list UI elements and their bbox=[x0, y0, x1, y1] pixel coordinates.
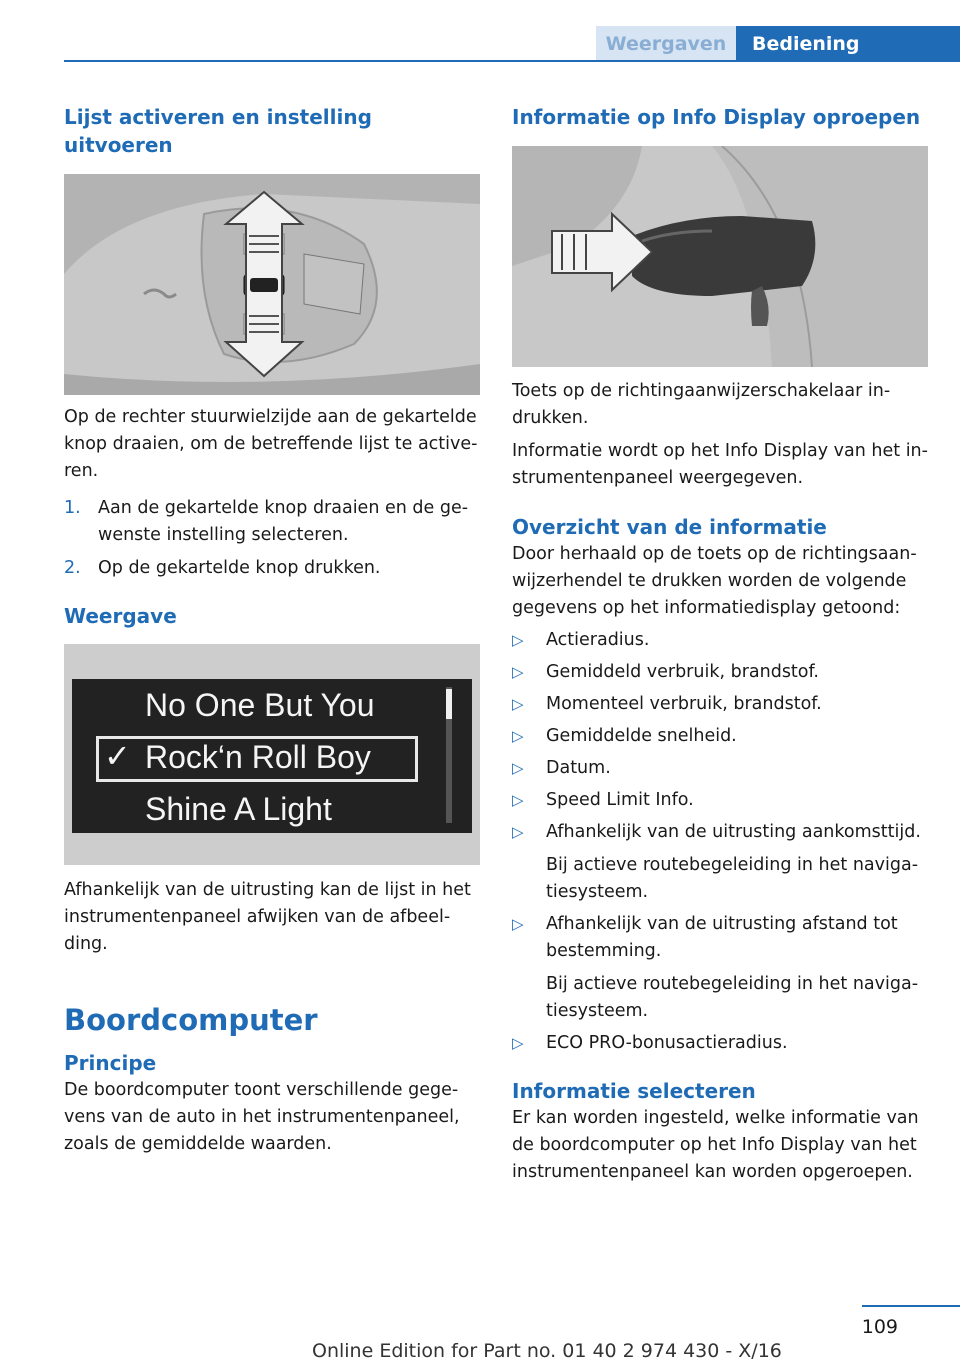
paragraph-principe: De boordcomputer toont verschillende gegevens van de auto in het instrumentenpaneel, zoals de gemiddelde waarden. bbox=[64, 1080, 460, 1154]
paragraph-info-shown: Informatie wordt op het Info Display van het instrumentenpaneel weergegeven. bbox=[512, 441, 928, 488]
left-column bbox=[64, 100, 480, 1158]
list-item bbox=[512, 691, 928, 718]
heading-boordcomputer: Boordcomputer bbox=[64, 1003, 318, 1037]
triangle-bullet-icon: ▷ bbox=[512, 1034, 524, 1052]
list-item bbox=[512, 755, 928, 782]
heading-informatie-selecteren: Informatie selecteren bbox=[512, 1079, 756, 1103]
triangle-bullet-icon: ▷ bbox=[512, 695, 524, 713]
turn-signal-lever-illustration bbox=[512, 146, 928, 367]
steps-list bbox=[64, 495, 480, 582]
list-item-text: Momenteel verbruik, brandstof. bbox=[546, 694, 822, 714]
paragraph-overzicht: Door herhaald op de toets op de richtingsaanwijzerhendel te drukken worden de volgende gegevens op het informatiedisplay getoond: bbox=[512, 544, 917, 618]
list-item-text: Afhankelijk van de uitrusting aankomsttijd. bbox=[546, 822, 921, 842]
step-item bbox=[64, 555, 480, 582]
list-item-subtext: Bij actieve routebegeleiding in het navigatiesysteem. bbox=[546, 974, 919, 1021]
step-item bbox=[64, 495, 480, 549]
list-item-text: Gemiddelde snelheid. bbox=[546, 726, 737, 746]
list-item-text: Gemiddeld verbruik, brandstof. bbox=[546, 662, 819, 682]
list-item bbox=[512, 911, 928, 1025]
display-list-illustration bbox=[64, 644, 480, 865]
triangle-bullet-icon: ▷ bbox=[512, 727, 524, 745]
header-divider bbox=[64, 60, 960, 62]
header-tab-chapter: Bediening bbox=[736, 26, 960, 62]
heading-list-activate: Lijst activeren en instelling uitvoeren bbox=[64, 105, 372, 157]
heading-info-display: Informatie op Info Display oproepen bbox=[512, 105, 921, 129]
info-bullet-list bbox=[512, 627, 928, 1057]
list-item bbox=[512, 1030, 928, 1057]
paragraph-list-variation: Afhankelijk van de uitrusting kan de lijst in het instrumentenpaneel afwijken van de afbeelding. bbox=[64, 880, 471, 954]
display-item: Shine A Light bbox=[145, 791, 332, 827]
list-item-text: ECO PRO-bonusactieradius. bbox=[546, 1033, 788, 1053]
paragraph-informatie-selecteren: Er kan worden ingesteld, welke informatie van de boordcomputer op het Info Display van het instrumentenpaneel kan worden opgeroepen. bbox=[512, 1108, 919, 1182]
list-item-text: Actieradius. bbox=[546, 630, 650, 650]
list-item-text: Speed Limit Info. bbox=[546, 790, 694, 810]
triangle-bullet-icon: ▷ bbox=[512, 663, 524, 681]
steering-wheel-illustration bbox=[64, 174, 480, 395]
step-number: 2. bbox=[64, 558, 81, 578]
paragraph-rotate-knob: Op de rechter stuurwielzijde aan de gekartelde knop draaien, om de betreffende lijst te activeren. bbox=[64, 407, 478, 481]
paragraph-press-button: Toets op de richtingaanwijzerschakelaar indrukken. bbox=[512, 381, 891, 428]
list-item-subtext: Bij actieve routebegeleiding in het navigatiesysteem. bbox=[546, 855, 919, 902]
step-number: 1. bbox=[64, 498, 81, 518]
right-column bbox=[512, 100, 928, 1186]
triangle-bullet-icon: ▷ bbox=[512, 631, 524, 649]
triangle-bullet-icon: ▷ bbox=[512, 791, 524, 809]
footer-divider bbox=[862, 1305, 960, 1307]
heading-weergave: Weergave bbox=[64, 604, 177, 628]
display-item: No One But You bbox=[145, 687, 375, 723]
heading-principe: Principe bbox=[64, 1051, 157, 1075]
list-item bbox=[512, 659, 928, 686]
display-scrollbar-thumb bbox=[446, 689, 452, 719]
step-text: Aan de gekartelde knop draaien en de gewenste instelling selecteren. bbox=[98, 498, 469, 545]
edition-footer: Online Edition for Part no. 01 40 2 974 430 - X/16 bbox=[312, 1340, 782, 1362]
triangle-bullet-icon: ▷ bbox=[512, 759, 524, 777]
list-item bbox=[512, 819, 928, 906]
list-item bbox=[512, 627, 928, 654]
list-item bbox=[512, 787, 928, 814]
triangle-bullet-icon: ▷ bbox=[512, 823, 524, 841]
display-screen bbox=[72, 679, 472, 833]
list-item-text: Afhankelijk van de uitrusting afstand tot bestemming. bbox=[546, 914, 898, 961]
display-item-selected: Rock‘n Roll Boy bbox=[145, 739, 371, 775]
triangle-bullet-icon: ▷ bbox=[512, 915, 524, 933]
list-item-text: Datum. bbox=[546, 758, 611, 778]
check-mark-icon: ✓ bbox=[104, 738, 131, 774]
header-tab-section: Weergaven bbox=[596, 26, 736, 62]
page-number: 109 bbox=[861, 1316, 898, 1338]
heading-overzicht: Overzicht van de informatie bbox=[512, 515, 827, 539]
step-text: Op de gekartelde knop drukken. bbox=[98, 558, 381, 578]
list-item bbox=[512, 723, 928, 750]
